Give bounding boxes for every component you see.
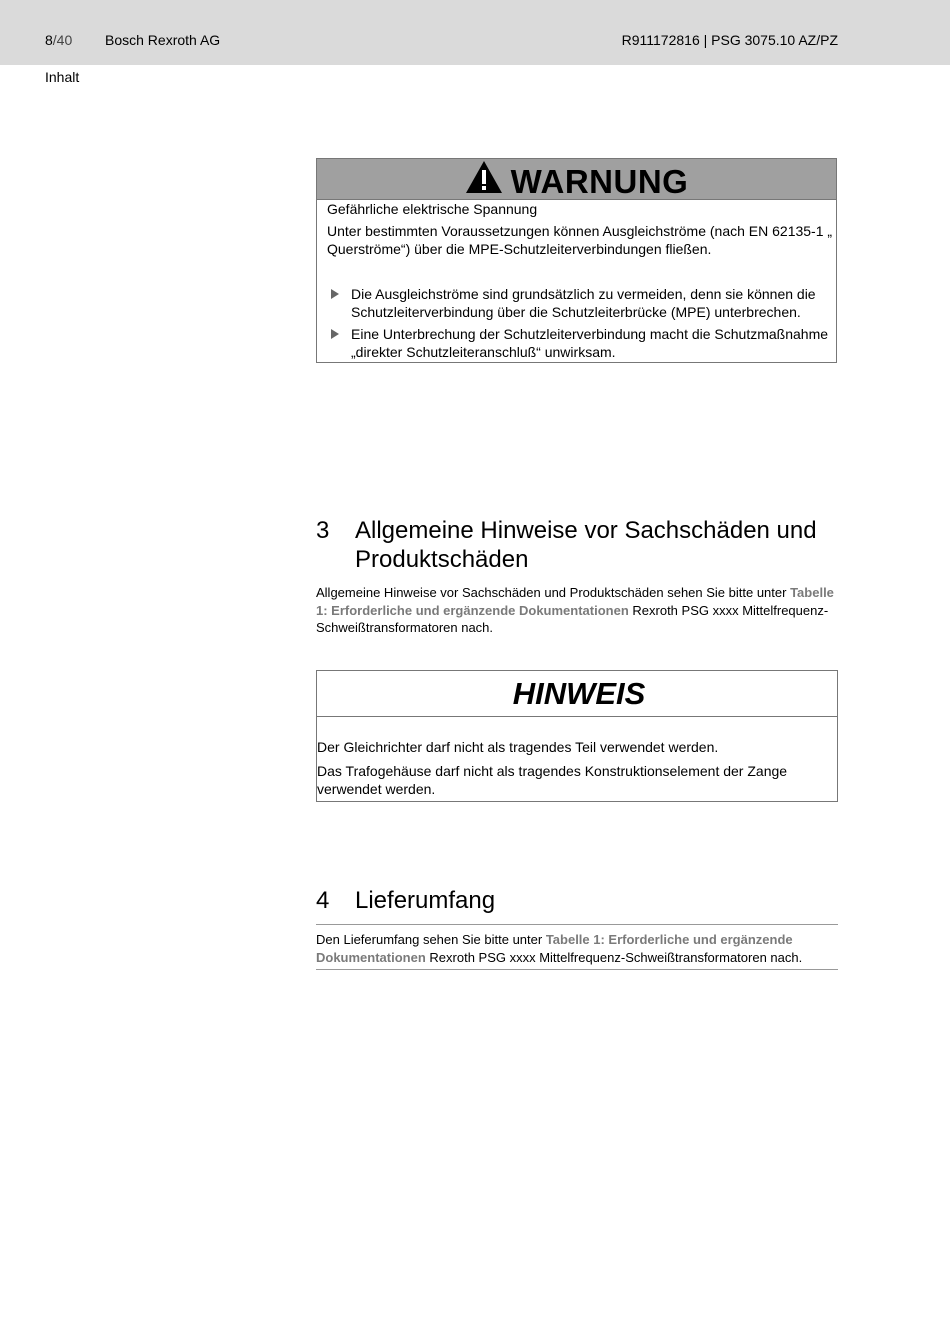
notice-box <box>316 670 838 802</box>
paragraph-text: Rexroth PSG xxxx Mittelfrequenz-Schweißtransformatoren nach. <box>316 602 829 635</box>
section-3-text <box>316 584 836 637</box>
company-name: Bosch Rexroth AG <box>105 32 221 48</box>
bullet-arrow-icon <box>331 329 339 339</box>
divider <box>316 924 838 925</box>
bullet-text: Die Ausgleichströme sind grundsätzlich zu vermeiden, denn sie können die Schutzleiterverbindung über die Schutzleiterbrücke (MPE) unterbrechen. <box>351 286 816 320</box>
warning-triangle-icon <box>465 160 503 194</box>
section-label: Inhalt <box>45 69 80 85</box>
warning-title: WARNUNG <box>510 163 689 200</box>
divider <box>316 969 838 970</box>
notice-line: Das Trafogehäuse darf nicht als tragendes Konstruktionselement der Zange verwendet werden. <box>317 763 788 797</box>
warning-box <box>316 158 837 363</box>
section-number: 4 <box>316 887 330 914</box>
section-4-text <box>316 931 836 966</box>
notice-title: HINWEIS <box>317 671 837 717</box>
paragraph-text: Rexroth PSG xxxx Mittelfrequenz-Schweißtransformatoren nach. <box>425 949 803 965</box>
table-reference-link[interactable]: Tabelle 1: Erforderliche und ergänzende Dokumentationen <box>316 585 834 618</box>
page-total: /40 <box>52 32 73 48</box>
notice-line: Der Gleichrichter darf nicht als tragendes Teil verwendet werden. <box>317 739 719 755</box>
warning-header <box>317 159 836 200</box>
section-title: Allgemeine Hinweise vor Sachschäden und Produktschäden <box>355 517 817 573</box>
warning-text: Unter bestimmten Voraussetzungen können Ausgleichströme (nach EN 62135-1 „ Querströme“) über die MPE-Schutzleiterverbindungen fließen. <box>327 223 833 257</box>
paragraph-text: Allgemeine Hinweise vor Sachschäden und Produktschäden sehen Sie bitte unter <box>316 585 791 600</box>
document-id: R911172816 | PSG 3075.10 AZ/PZ <box>621 32 838 48</box>
section-number: 3 <box>316 517 330 544</box>
bullet-text: Eine Unterbrechung der Schutzleiterverbindung macht die Schutzmaßnahme „direkter Schutzleiteranschluß“ unwirksam. <box>351 326 829 360</box>
page-number <box>45 32 72 48</box>
table-reference-link[interactable]: Tabelle 1: Erforderliche und ergänzende Dokumentationen <box>316 932 793 965</box>
paragraph-text: Den Lieferumfang sehen Sie bitte unter <box>316 932 546 947</box>
page-header <box>0 0 950 65</box>
section-title: Lieferumfang <box>355 887 496 914</box>
warning-subtitle: Gefährliche elektrische Spannung <box>327 201 538 217</box>
bullet-arrow-icon <box>331 289 339 299</box>
page-current: 8 <box>45 32 53 48</box>
